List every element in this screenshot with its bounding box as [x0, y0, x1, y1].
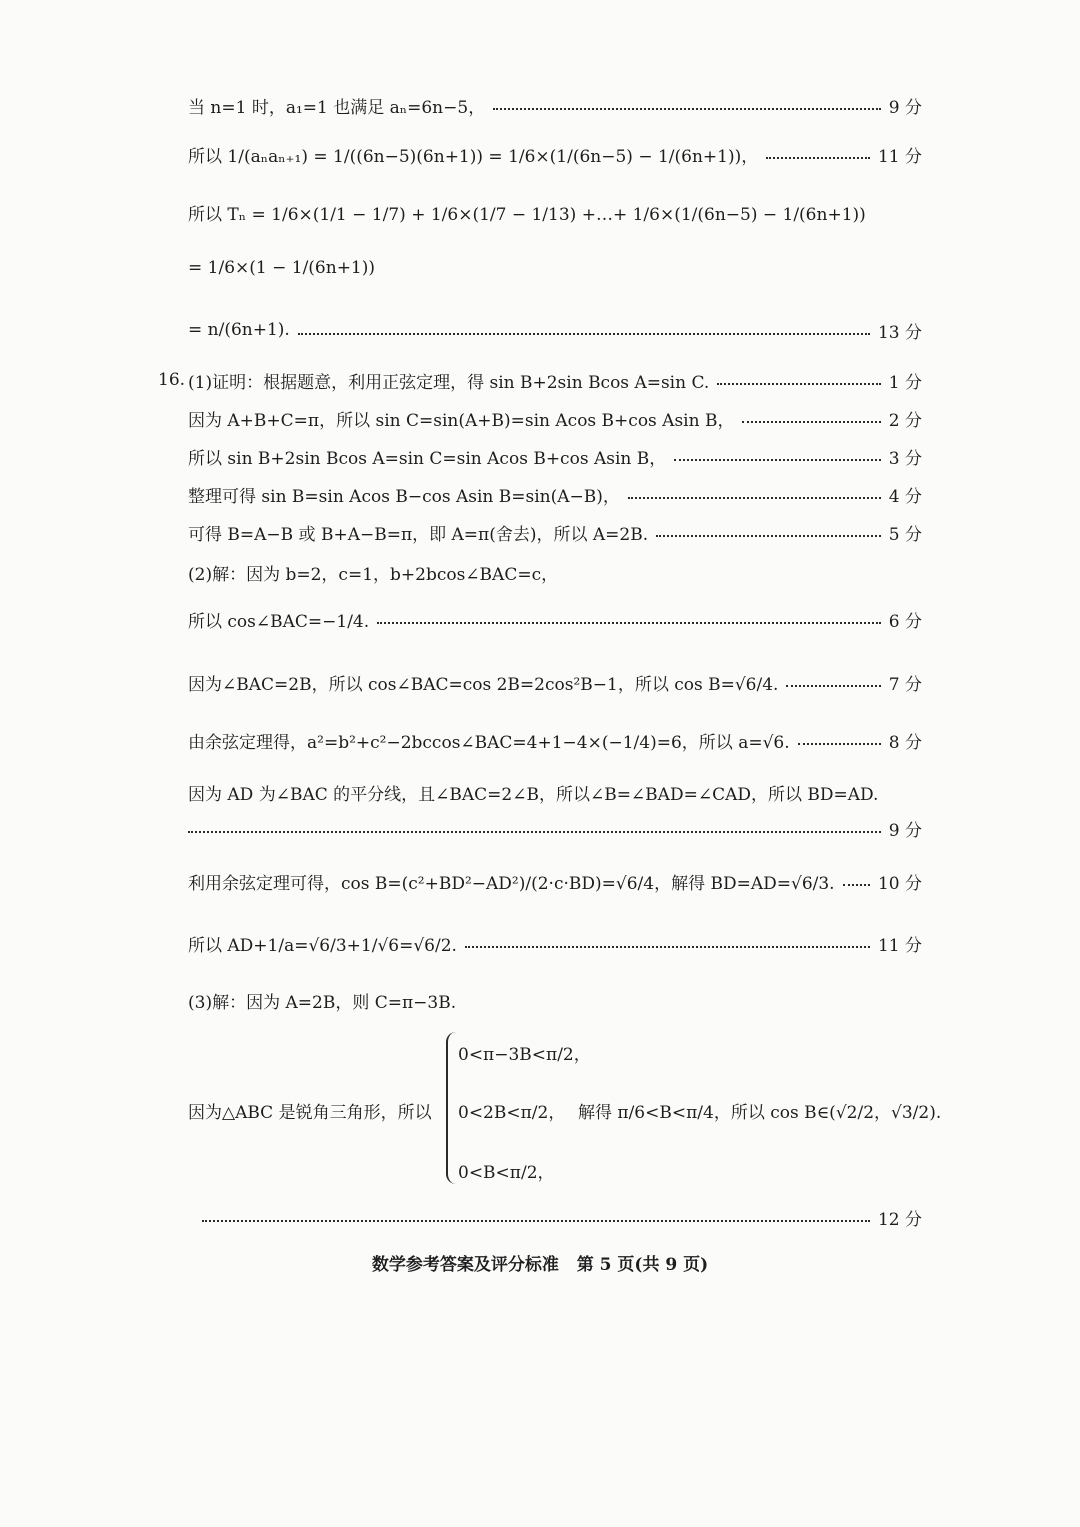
case-2: 0<2B<π/2，	[458, 1103, 566, 1123]
leader-dots	[674, 459, 881, 461]
leader-dots	[377, 622, 881, 624]
line-12: 所以 cos∠BAC=−1/4. 6 分	[188, 611, 922, 632]
line-14: 由余弦定理得，a²=b²+c²−2bccos∠BAC=4+1−4×(−1/4)=6，所以 a=√6. 8 分	[188, 732, 922, 753]
line-6: (1)证明：根据题意，利用正弦定理，得 sin B+2sin Bcos A=sin C. 1 分	[188, 372, 922, 393]
line-2: 所以 1/(aₙaₙ₊₁) = 1/((6n−5)(6n+1)) = 1/6×(1/(6n−5) − 1/(6n+1))， 11 分	[188, 146, 922, 167]
line-8: 所以 sin B+2sin Bcos A=sin C=sin Acos B+cos Asin B， 3 分	[188, 448, 922, 469]
line-11: (2)解：因为 b=2，c=1，b+2bcos∠BAC=c，	[188, 565, 559, 585]
line-20-lead: 因为△ABC 是锐角三角形，所以	[188, 1103, 432, 1123]
line-18: 所以 AD+1/a=√6/3+1/√6=√6/2. 11 分	[188, 935, 922, 956]
leader-dots	[656, 535, 881, 537]
page-footer	[0, 1250, 1080, 1275]
line-21: 12 分	[202, 1200, 922, 1234]
leader-dots	[493, 108, 881, 110]
footer-title: 数学参考答案及评分标准	[371, 1255, 559, 1275]
line-20-tail: 解得 π/6<B<π/4，所以 cos B∈(√2/2，√3/2).	[578, 1103, 942, 1123]
line-15: 因为 AD 为∠BAC 的平分线，且∠BAC=2∠B，所以∠B=∠BAD=∠CAD，所以 BD=AD.	[188, 785, 879, 805]
line-7: 因为 A+B+C=π，所以 sin C=sin(A+B)=sin Acos B+cos Asin B， 2 分	[188, 410, 922, 431]
line-13: 因为∠BAC=2B，所以 cos∠BAC=cos 2B=2cos²B−1，所以 cos B=√6/4. 7 分	[188, 674, 922, 695]
leader-dots	[202, 1220, 870, 1222]
line-17: 利用余弦定理可得，cos B=(c²+BD²−AD²)/(2·c·BD)=√6/4，解得 BD=AD=√6/3. 10 分	[188, 873, 922, 894]
leader-dots	[628, 497, 881, 499]
case-1: 0<π−3B<π/2，	[458, 1045, 591, 1065]
line-5: = n/(6n+1). 13 分	[188, 320, 922, 343]
leader-dots	[465, 946, 870, 948]
footer-page: 第 5 页(共 9 页)	[576, 1255, 709, 1275]
leader-dots	[188, 831, 881, 833]
leader-dots	[843, 884, 870, 886]
line-4: = 1/6×(1 − 1/(6n+1))	[188, 258, 376, 278]
line-19: (3)解：因为 A=2B，则 C=π−3B.	[188, 993, 457, 1013]
leader-dots	[766, 157, 870, 159]
line-10: 可得 B=A−B 或 B+A−B=π，即 A=π(舍去)，所以 A=2B. 5 分	[188, 524, 922, 545]
leader-dots	[798, 743, 881, 745]
leader-dots	[786, 685, 880, 687]
leader-dots	[717, 383, 880, 385]
question-number: 16.	[158, 370, 186, 390]
line-16: 9 分	[188, 811, 922, 845]
leader-dots	[298, 333, 870, 335]
line-3: 所以 Tₙ = 1/6×(1/1 − 1/7) + 1/6×(1/7 − 1/13) +…+ 1/6×(1/(6n−5) − 1/(6n+1))	[188, 205, 866, 225]
leader-dots	[742, 421, 880, 423]
brace	[446, 1032, 458, 1184]
line-1: 当 n=1 时，a₁=1 也满足 aₙ=6n−5， 9 分	[188, 97, 922, 118]
case-3: 0<B<π/2，	[458, 1163, 555, 1183]
line-9: 整理可得 sin B=sin Acos B−cos Asin B=sin(A−B)， 4 分	[188, 486, 922, 507]
